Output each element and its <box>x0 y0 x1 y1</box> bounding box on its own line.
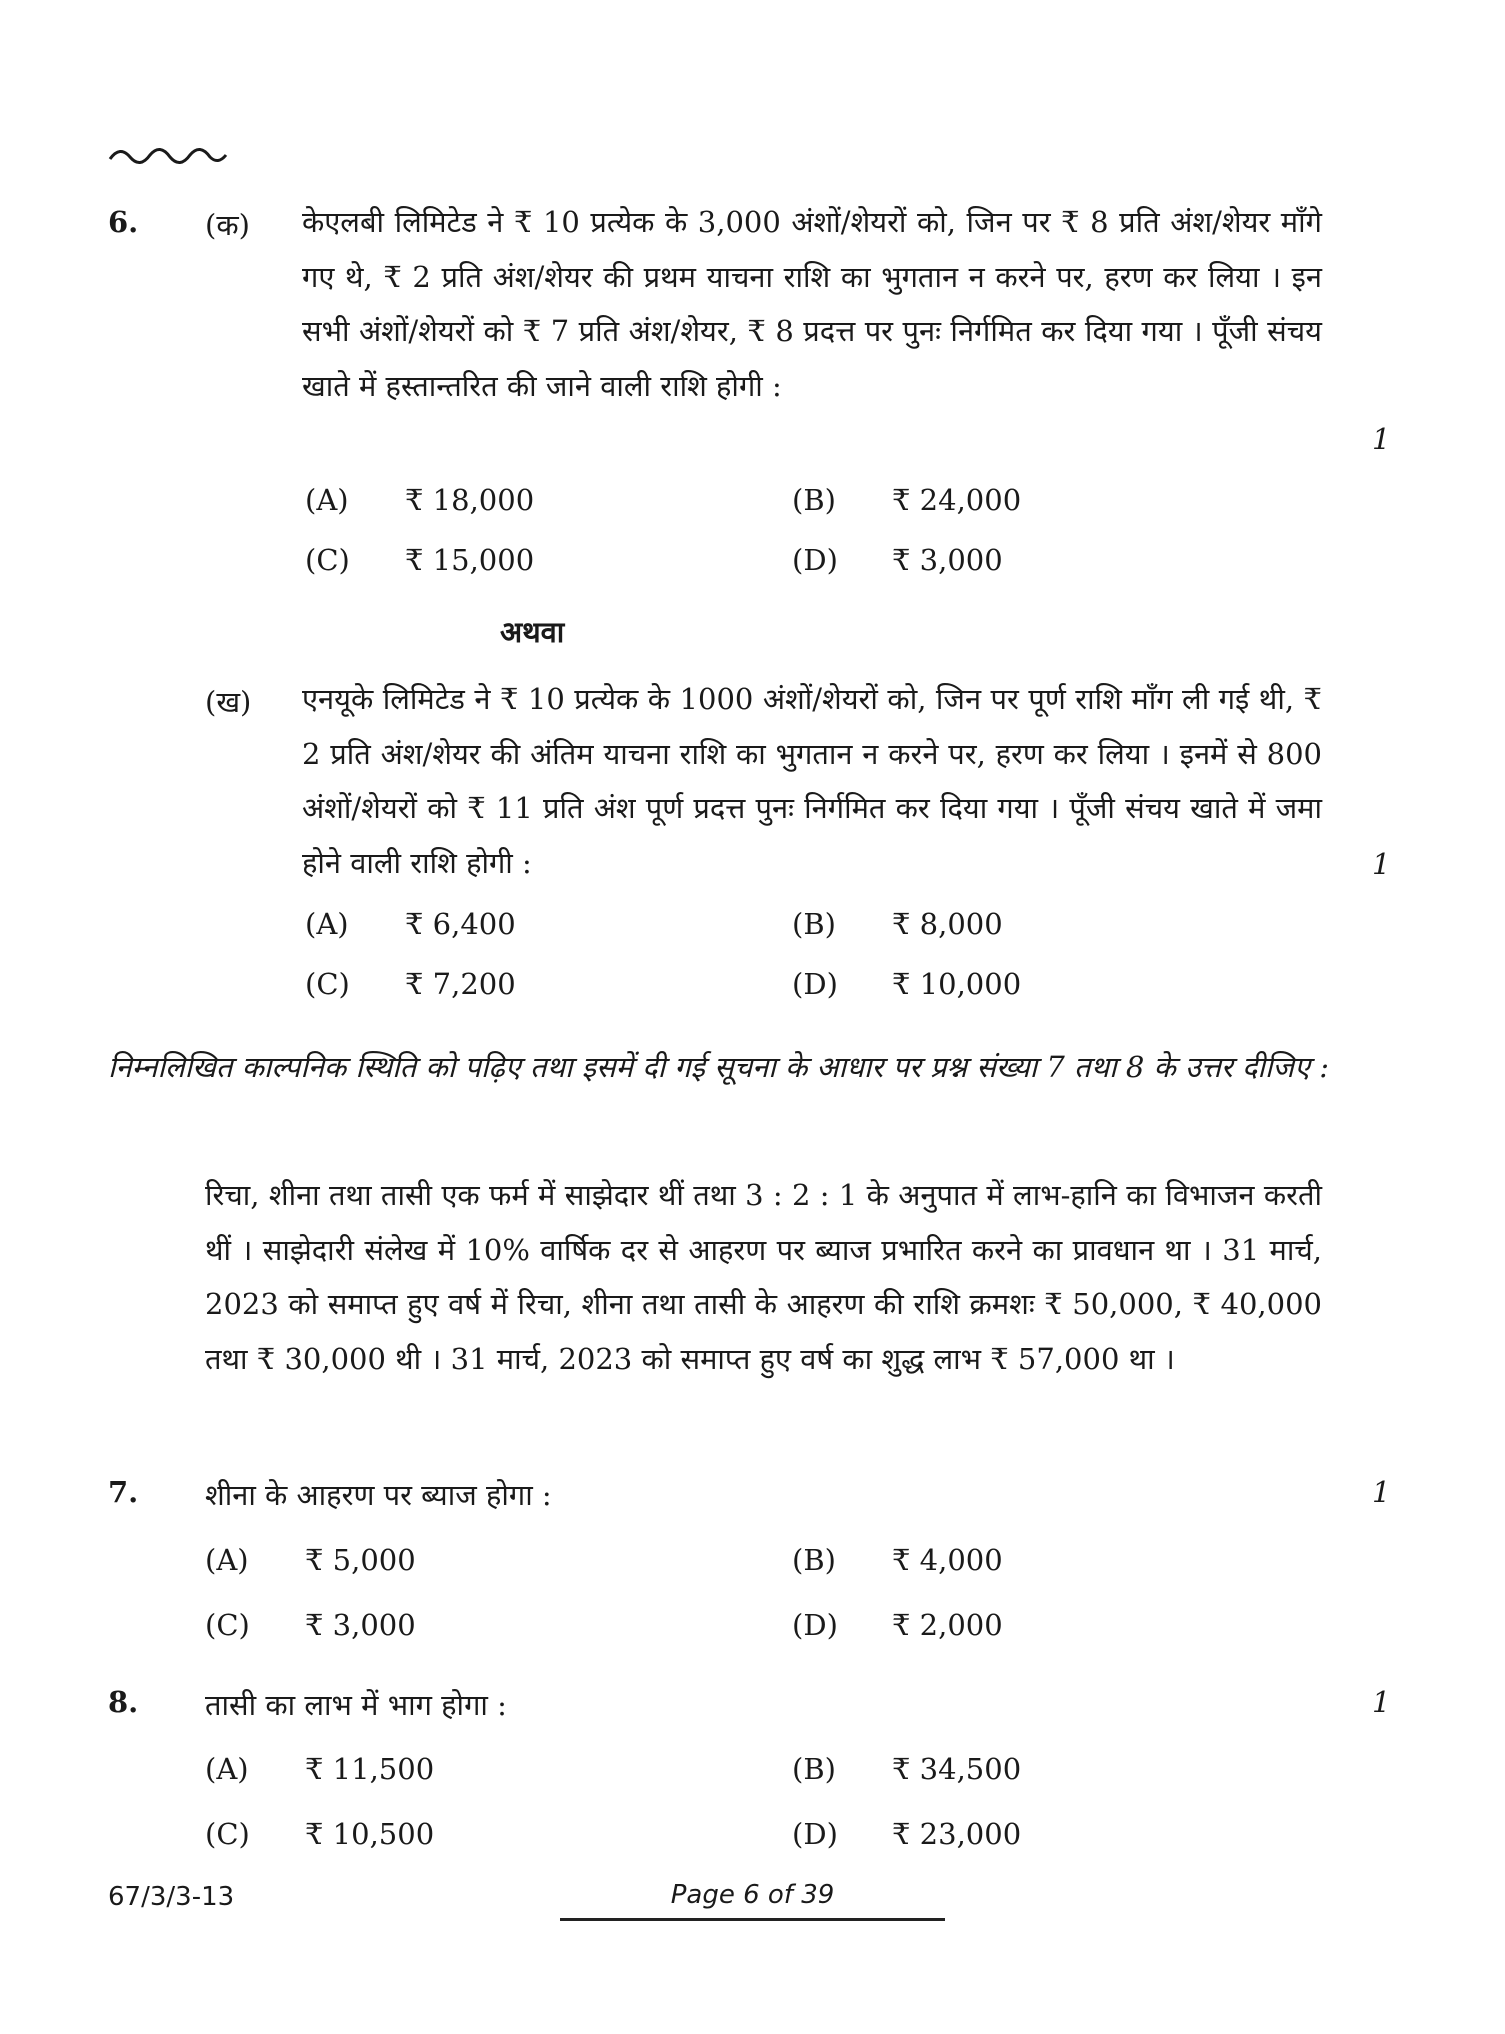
question-6b-option-c[interactable]: (C) ₹ 7,200 <box>305 967 516 1001</box>
question-6a-option-b[interactable]: (B) ₹ 24,000 <box>792 483 1022 517</box>
question-6b-marks: 1 <box>1372 847 1391 881</box>
question-8-option-b[interactable]: (B) ₹ 34,500 <box>792 1752 1022 1786</box>
question-6a-marks: 1 <box>1372 422 1391 456</box>
question-7-text: शीना के आहरण पर ब्याज होगा : <box>205 1478 552 1512</box>
question-6a-option-a[interactable]: (A) ₹ 18,000 <box>305 483 535 517</box>
question-7-option-c[interactable]: (C) ₹ 3,000 <box>205 1608 416 1642</box>
question-7-number: 7. <box>108 1475 139 1509</box>
page-number: Page 6 of 39 <box>670 1880 835 1910</box>
question-8-text: तासी का लाभ में भाग होगा : <box>205 1688 507 1722</box>
question-6a-option-d[interactable]: (D) ₹ 3,000 <box>792 543 1003 577</box>
question-8-option-d[interactable]: (D) ₹ 23,000 <box>792 1817 1022 1851</box>
question-7-option-b[interactable]: (B) ₹ 4,000 <box>792 1543 1003 1577</box>
question-6b-option-b[interactable]: (B) ₹ 8,000 <box>792 907 1003 941</box>
question-8-option-a[interactable]: (A) ₹ 11,500 <box>205 1752 435 1786</box>
question-6b-label: (ख) <box>205 685 252 719</box>
or-divider: अथवा <box>500 615 565 649</box>
question-6a-text: केएलबी लिमिटेड ने ₹ 10 प्रत्येक के 3,000 अंशों/शेयरों को, जिन पर ₹ 8 प्रति अंश/शेयर माँगे गए थे, ₹ 2 प्रति अंश/शेयर की प्रथम याचना राशि का भुगतान न करने पर, हरण कर लिया । इन सभी अंशों/शेयरों को ₹ 7 प्रति अंश/शेयर, ₹ 8 प्रदत्त पर पुनः निर्गमित कर दिया गया । पूँजी संचय खाते में हस्तान्तरित की जाने वाली राशि होगी : <box>302 205 1322 403</box>
question-8-number: 8. <box>108 1685 139 1719</box>
question-6b-option-d[interactable]: (D) ₹ 10,000 <box>792 967 1022 1001</box>
question-7-marks: 1 <box>1372 1475 1391 1509</box>
case-study-text: रिचा, शीना तथा तासी एक फर्म में साझेदार थीं तथा 3 : 2 : 1 के अनुपात में लाभ-हानि का विभाजन करती थीं । साझेदारी संलेख में 10% वार्षिक दर से आहरण पर ब्याज प्रभारित करने का प्रावधान था । 31 मार्च, 2023 को समाप्त हुए वर्ष में रिचा, शीना तथा तासी के आहरण की राशि क्रमशः ₹ 50,000, ₹ 40,000 तथा ₹ 30,000 थी । 31 मार्च, 2023 को समाप्त हुए वर्ष का शुद्ध लाभ ₹ 57,000 था । <box>205 1178 1322 1376</box>
question-8-option-c[interactable]: (C) ₹ 10,500 <box>205 1817 435 1851</box>
question-6b-option-a[interactable]: (A) ₹ 6,400 <box>305 907 516 941</box>
footer-divider <box>560 1918 945 1921</box>
question-8-marks: 1 <box>1372 1685 1391 1719</box>
question-6a-label: (क) <box>205 208 250 242</box>
paper-code: 67/3/3-13 <box>108 1882 235 1912</box>
wave-mark-icon <box>108 135 228 175</box>
question-6b-text: एनयूके लिमिटेड ने ₹ 10 प्रत्येक के 1000 अंशों/शेयरों को, जिन पर पूर्ण राशि माँग ली गई थी, ₹ 2 प्रति अंश/शेयर की अंतिम याचना राशि का भुगतान न करने पर, हरण कर लिया । इनमें से 800 अंशों/शेयरों को ₹ 11 प्रति अंश पूर्ण प्रदत्त पुनः निर्गमित कर दिया गया । पूँजी संचय खाते में जमा होने वाली राशि होगी : <box>302 682 1322 880</box>
question-6a-option-c[interactable]: (C) ₹ 15,000 <box>305 543 535 577</box>
case-intro-instruction: निम्नलिखित काल्पनिक स्थिति को पढ़िए तथा इसमें दी गई सूचना के आधार पर प्रश्न संख्या 7 तथा 8 के उत्तर दीजिए : <box>108 1050 1329 1084</box>
question-7-option-d[interactable]: (D) ₹ 2,000 <box>792 1608 1003 1642</box>
question-6-number: 6. <box>108 205 139 239</box>
question-7-option-a[interactable]: (A) ₹ 5,000 <box>205 1543 416 1577</box>
